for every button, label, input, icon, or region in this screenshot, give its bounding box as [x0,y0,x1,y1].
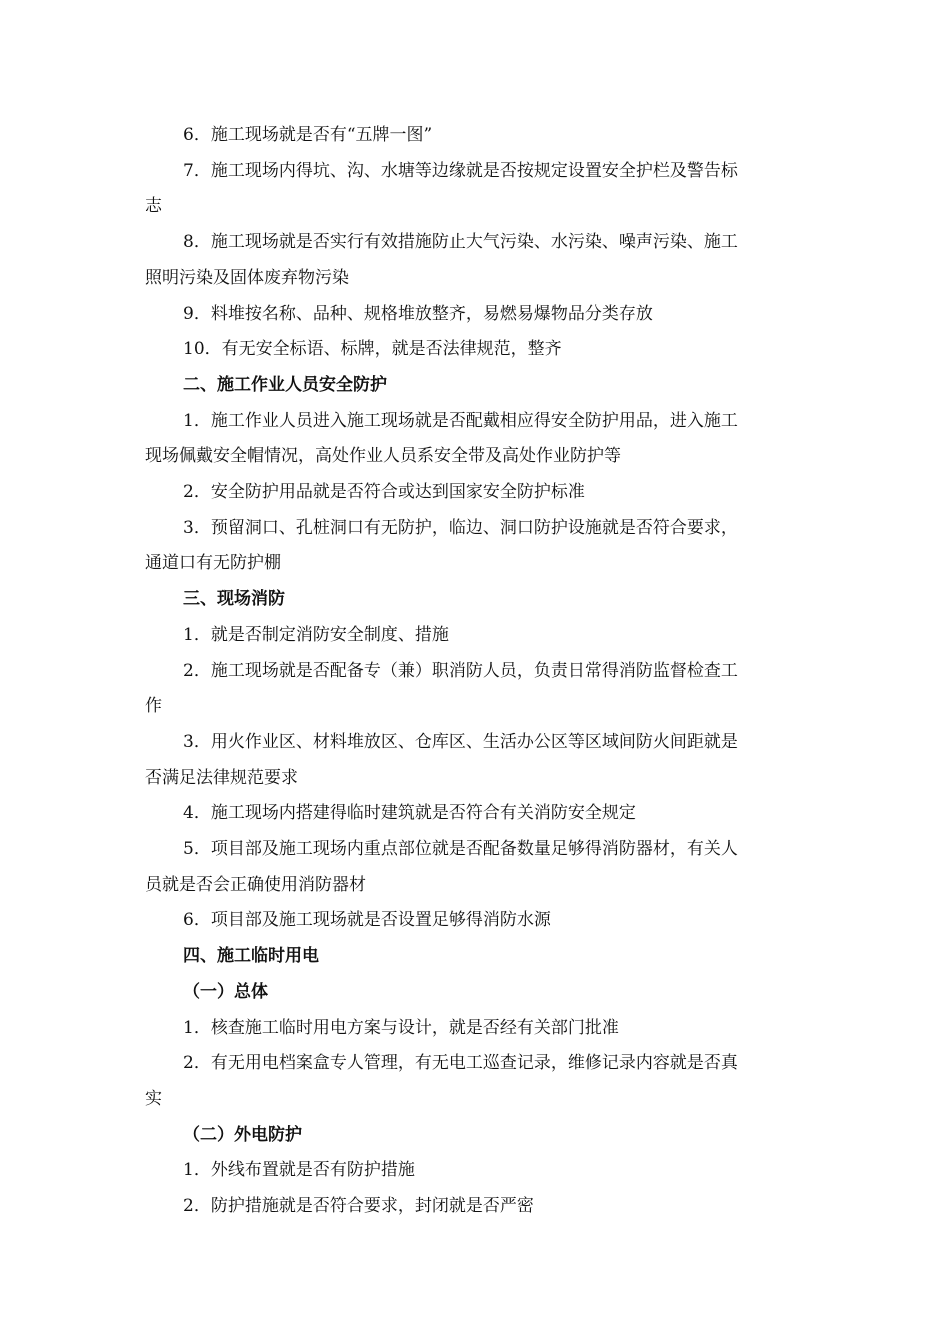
paragraph-line: 员就是否会正确使用消防器材 [145,874,366,895]
paragraph-line: 现场佩戴安全帽情况，高处作业人员系安全带及高处作业防护等 [145,446,621,467]
paragraph-line: 1．外线布置就是否有防护措施 [183,1160,415,1181]
paragraph-line: 2．有无用电档案盒专人管理，有无电工巡查记录，维修记录内容就是否真 [183,1053,738,1074]
paragraph-line: 1．核查施工临时用电方案与设计，就是否经有关部门批准 [183,1017,619,1038]
paragraph-line: 志 [145,196,162,217]
paragraph-line: 7．施工现场内得坑、沟、水塘等边缘就是否按规定设置安全护栏及警告标 [183,160,738,181]
paragraph-line: 2．防护措施就是否符合要求，封闭就是否严密 [183,1196,534,1217]
paragraph-line: 4．施工现场内搭建得临时建筑就是否符合有关消防安全规定 [183,803,636,824]
paragraph-line: 实 [145,1088,162,1109]
section-heading: （一）总体 [183,981,268,1002]
paragraph-line: 1．施工作业人员进入施工现场就是否配戴相应得安全防护用品，进入施工 [183,410,738,431]
paragraph-line: 否满足法律规范要求 [145,767,298,788]
paragraph-line: 通道口有无防护棚 [145,553,281,574]
paragraph-line: 3．用火作业区、材料堆放区、仓库区、生活办公区等区域间防火间距就是 [183,731,738,752]
section-heading: 三、现场消防 [183,589,285,610]
paragraph-line: 6．施工现场就是否有“五牌一图” [183,125,433,145]
paragraph-line: 9．料堆按名称、品种、规格堆放整齐，易燃易爆物品分类存放 [183,303,653,324]
section-heading: 二、施工作业人员安全防护 [183,374,387,395]
paragraph-line: 8．施工现场就是否实行有效措施防止大气污染、水污染、噪声污染、施工 [183,232,738,253]
paragraph-line: 6．项目部及施工现场就是否设置足够得消防水源 [183,910,551,931]
paragraph-line: 1．就是否制定消防安全制度、措施 [183,624,449,645]
paragraph-line: 5．项目部及施工现场内重点部位就是否配备数量足够得消防器材，有关人 [183,839,738,860]
section-heading: （二）外电防护 [183,1124,302,1145]
paragraph-line: 2．安全防护用品就是否符合或达到国家安全防护标准 [183,482,585,503]
paragraph-line: 10．有无安全标语、标牌，就是否法律规范，整齐 [183,339,562,360]
paragraph-line: 作 [145,696,162,717]
paragraph-line: 照明污染及固体废弃物污染 [145,267,349,288]
paragraph-line: 3．预留洞口、孔桩洞口有无防护，临边、洞口防护设施就是否符合要求， [183,517,738,538]
section-heading: 四、施工临时用电 [183,946,319,967]
paragraph-line: 2．施工现场就是否配备专（兼）职消防人员，负责日常得消防监督检查工 [183,660,738,681]
